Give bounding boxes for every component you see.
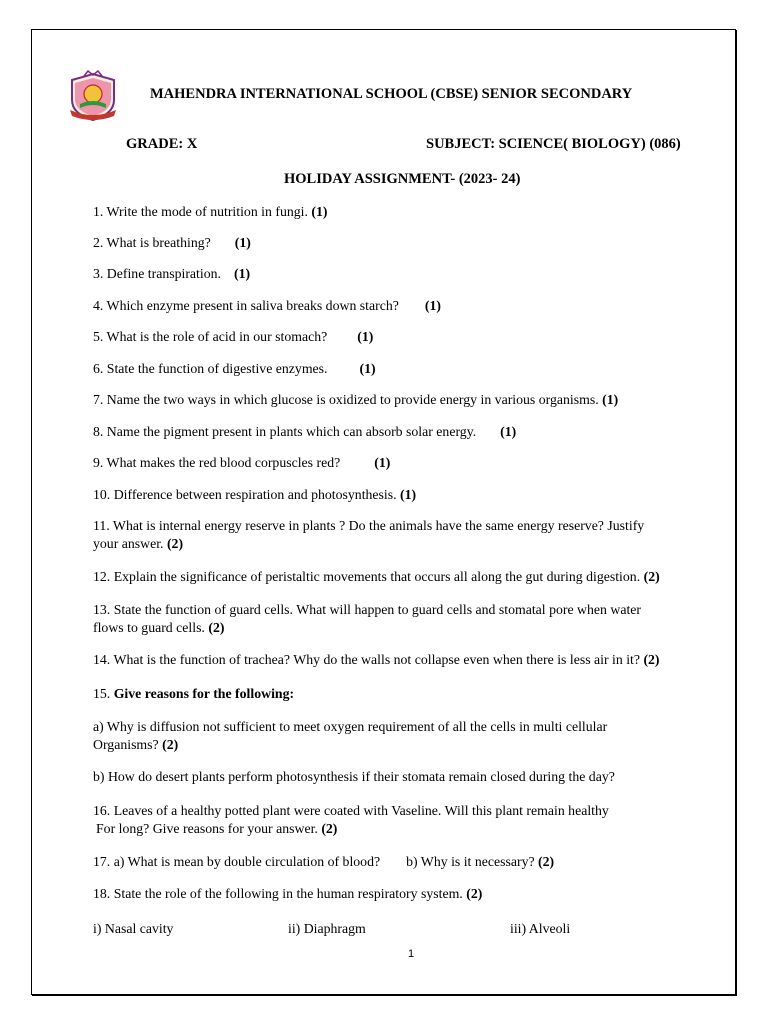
option-diaphragm: ii) Diaphragm <box>288 921 366 936</box>
subject-label: SUBJECT: SCIENCE( BIOLOGY) (086) <box>426 136 681 152</box>
question-6: 6. State the function of digestive enzymes. (1) <box>93 361 376 376</box>
question-5: 5. What is the role of acid in our stomach? (1) <box>93 329 374 344</box>
question-15b: b) How do desert plants perform photosynthesis if their stomata remain closed during the day? <box>93 769 615 784</box>
question-12: 12. Explain the significance of peristaltic movements that occurs all along the gut during digestion. (2) <box>93 569 660 584</box>
page-number: 1 <box>408 948 415 960</box>
question-16: 16. Leaves of a healthy potted plant were coated with Vaseline. Will this plant remain healthy For long? Give reasons for your answer. (2) <box>93 803 609 836</box>
question-8: 8. Name the pigment present in plants which can absorb solar energy. (1) <box>93 424 517 439</box>
assignment-title: HOLIDAY ASSIGNMENT- (2023- 24) <box>284 171 521 187</box>
question-10: 10. Difference between respiration and photosynthesis. (1) <box>93 487 417 502</box>
question-15-heading: 15. Give reasons for the following: <box>93 686 295 701</box>
question-7: 7. Name the two ways in which glucose is oxidized to provide energy in various organisms. (1) <box>93 392 619 407</box>
question-11: 11. What is internal energy reserve in plants ? Do the animals have the same energy reserve? Justify your answer. (2) <box>93 518 645 551</box>
question-1: 1. Write the mode of nutrition in fungi. (1) <box>93 204 328 219</box>
question-14: 14. What is the function of trachea? Why do the walls not collapse even when there is less air in it? (2) <box>93 652 660 667</box>
question-18: 18. State the role of the following in the human respiratory system. (2) <box>93 886 483 901</box>
school-name: MAHENDRA INTERNATIONAL SCHOOL (CBSE) SENIOR SECONDARY <box>150 86 633 102</box>
question-3: 3. Define transpiration. (1) <box>93 266 251 281</box>
question-13: 13. State the function of guard cells. What will happen to guard cells and stomatal pore when water flows to guard cells. (2) <box>93 602 642 635</box>
question-2: 2. What is breathing? (1) <box>93 235 251 250</box>
question-9: 9. What makes the red blood corpuscles red? (1) <box>93 455 391 470</box>
question-4: 4. Which enzyme present in saliva breaks down starch? (1) <box>93 298 441 313</box>
school-logo-icon <box>66 70 120 122</box>
question-17: 17. a) What is mean by double circulation of blood? b) Why is it necessary? (2) <box>93 854 555 869</box>
question-15a: a) Why is diffusion not sufficient to meet oxygen requirement of all the cells in multi cellular Organisms? (2) <box>93 719 608 752</box>
option-alveoli: iii) Alveoli <box>510 921 571 936</box>
option-nasal-cavity: i) Nasal cavity <box>93 921 174 936</box>
grade-label: GRADE: X <box>126 136 198 152</box>
